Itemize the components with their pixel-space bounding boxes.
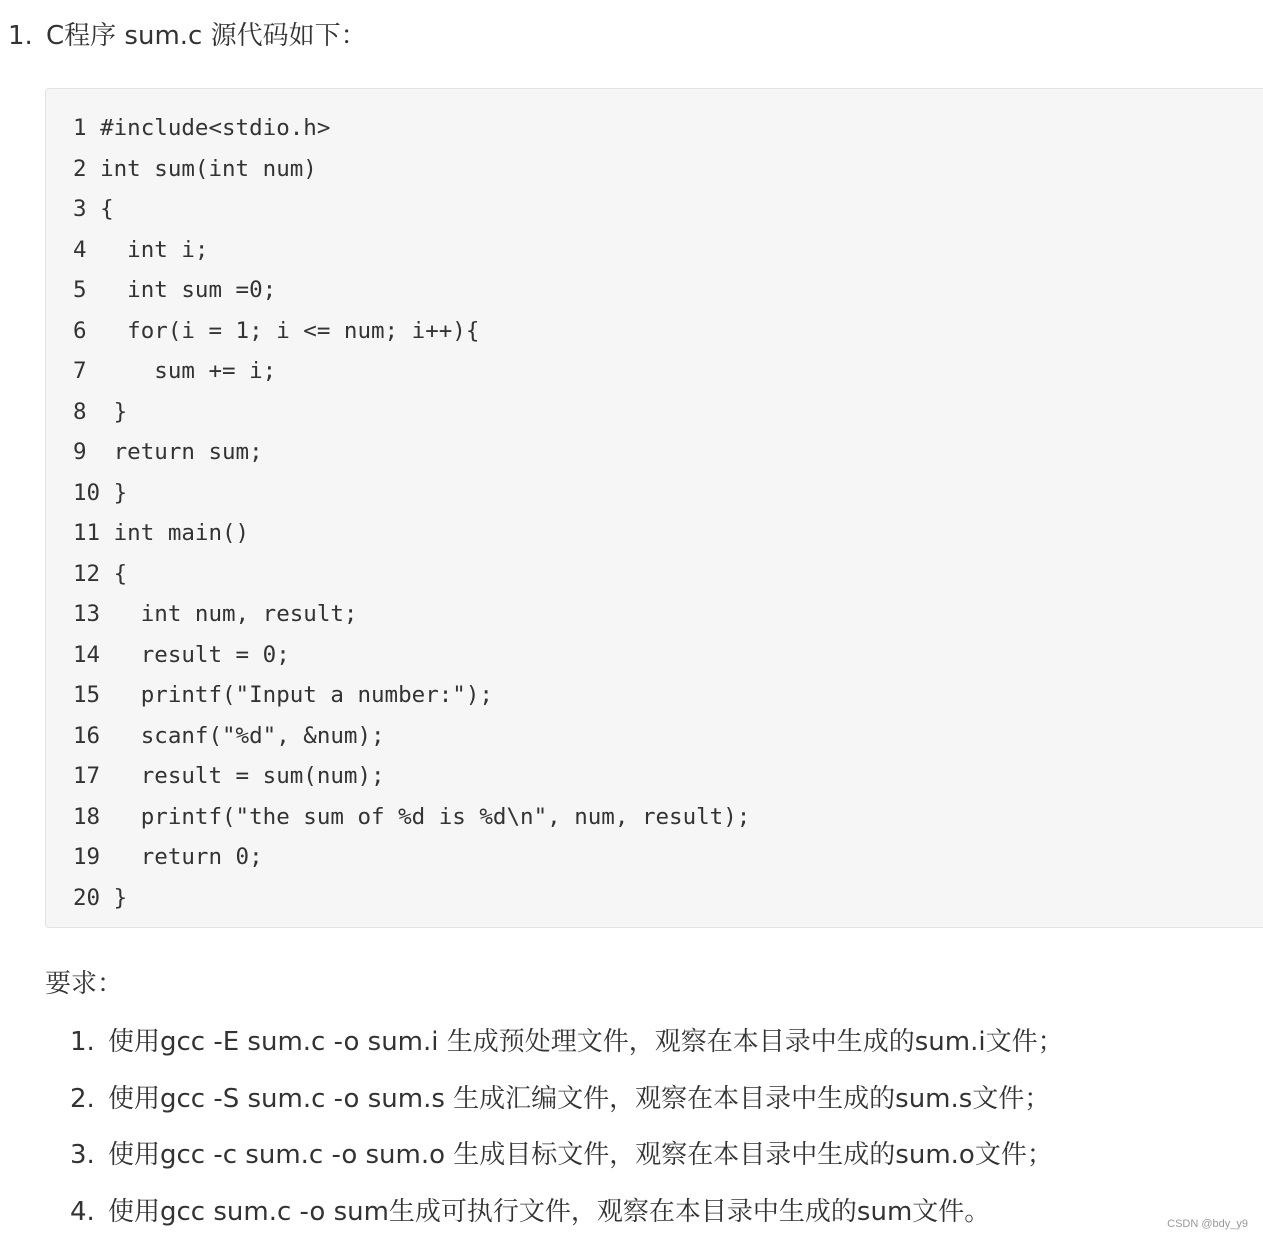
list-number: 1. xyxy=(70,1018,108,1066)
requirements-title: 要求： xyxy=(45,962,123,1006)
list-item xyxy=(70,1131,1064,1188)
code-line: 11 int main() xyxy=(73,513,750,554)
code-line: 1 #include<stdio.h> xyxy=(73,108,750,149)
code-line: 6 for(i = 1; i <= num; i++){ xyxy=(73,311,750,352)
list-item-heading xyxy=(8,14,367,58)
code-line: 18 printf("the sum of %d is %d\n", num, result); xyxy=(73,797,750,838)
code-line: 7 sum += i; xyxy=(73,351,750,392)
code-lines xyxy=(73,108,750,918)
list-item-text: 使用gcc -S sum.c -o sum.s 生成汇编文件，观察在本目录中生成的sum.s文件； xyxy=(108,1084,1050,1114)
list-item xyxy=(70,1075,1064,1132)
list-item-text: 使用gcc sum.c -o sum生成可执行文件，观察在本目录中生成的sum文件。 xyxy=(108,1197,990,1227)
list-item-text: 使用gcc -c sum.c -o sum.o 生成目标文件，观察在本目录中生成的sum.o文件； xyxy=(108,1140,1053,1170)
code-line: 16 scanf("%d", &num); xyxy=(73,716,750,757)
list-number: 2. xyxy=(70,1075,108,1123)
list-number: 1. xyxy=(8,14,46,58)
list-item xyxy=(70,1188,1064,1244)
code-line: 2 int sum(int num) xyxy=(73,149,750,190)
heading-text: C程序 sum.c 源代码如下： xyxy=(46,21,367,51)
code-line: 10 } xyxy=(73,473,750,514)
code-line: 13 int num, result; xyxy=(73,594,750,635)
code-line: 8 } xyxy=(73,392,750,433)
code-line: 4 int i; xyxy=(73,230,750,271)
code-block xyxy=(45,88,1263,928)
list-number: 4. xyxy=(70,1188,108,1236)
requirements-list xyxy=(70,1018,1064,1244)
code-line: 20 } xyxy=(73,878,750,919)
code-line: 12 { xyxy=(73,554,750,595)
code-line: 9 return sum; xyxy=(73,432,750,473)
code-line: 19 return 0; xyxy=(73,837,750,878)
code-line: 5 int sum =0; xyxy=(73,270,750,311)
code-line: 3 { xyxy=(73,189,750,230)
watermark: CSDN @bdy_y9 xyxy=(1167,1218,1248,1230)
code-line: 15 printf("Input a number:"); xyxy=(73,675,750,716)
list-item xyxy=(70,1018,1064,1075)
code-line: 14 result = 0; xyxy=(73,635,750,676)
code-line: 17 result = sum(num); xyxy=(73,756,750,797)
list-item-text: 使用gcc -E sum.c -o sum.i 生成预处理文件，观察在本目录中生成的sum.i文件； xyxy=(108,1027,1064,1057)
list-number: 3. xyxy=(70,1131,108,1179)
